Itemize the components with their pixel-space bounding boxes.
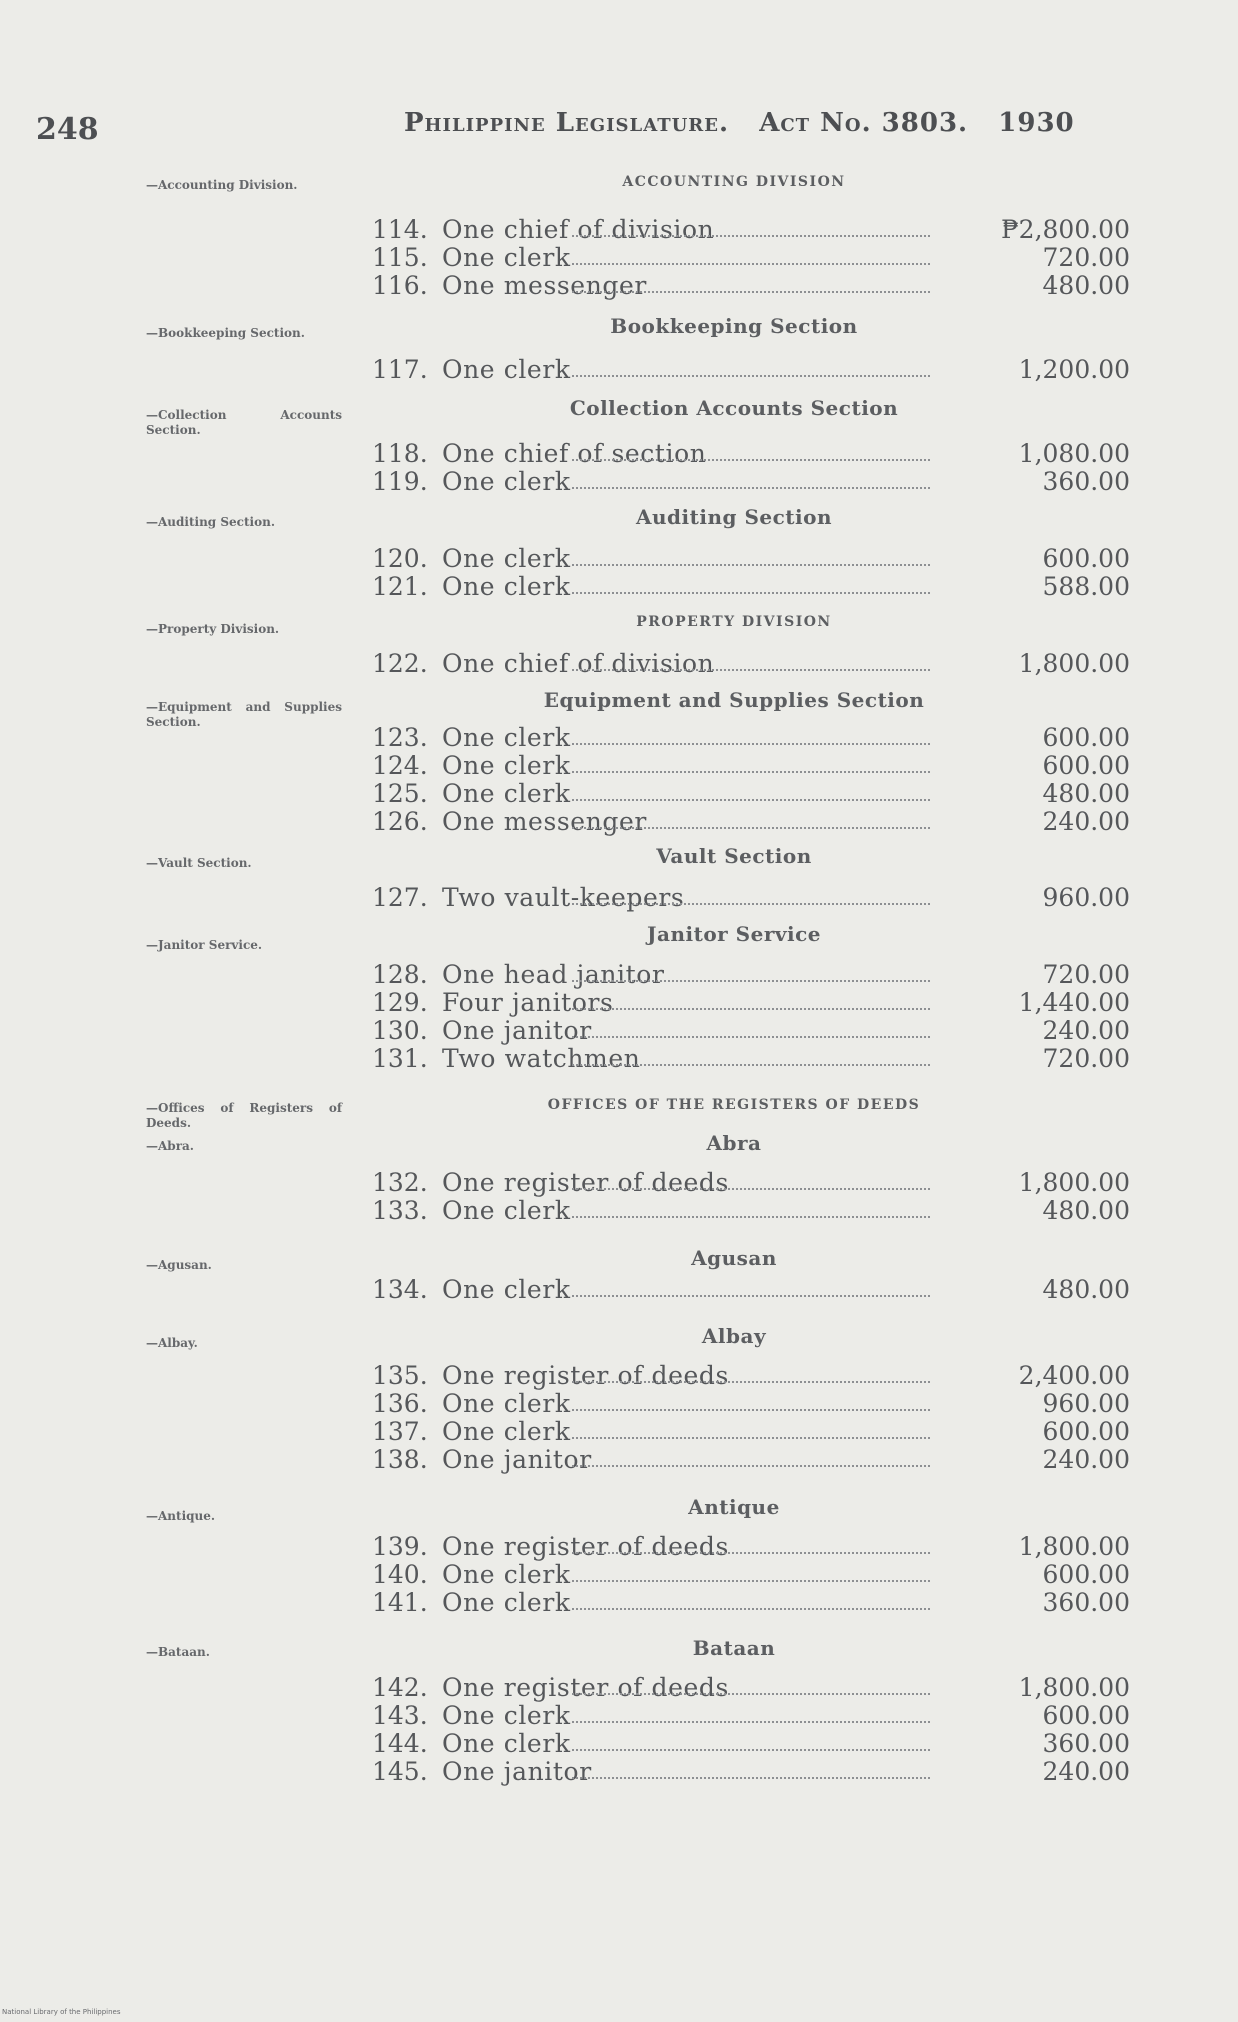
item-amount: 1,800.00 [1018, 1168, 1130, 1197]
leader-dots [572, 1749, 930, 1751]
item-number: 137. [372, 1417, 428, 1446]
item-amount: 720.00 [1042, 243, 1130, 272]
leader-dots [572, 1188, 930, 1190]
item-number: 123. [372, 723, 428, 752]
item-number: 128. [372, 960, 428, 989]
margin-note-abra: —Abra. [146, 1139, 194, 1153]
item-amount: 360.00 [1042, 467, 1130, 496]
heading-abra: Abra [706, 1131, 762, 1155]
item-number: 138. [372, 1445, 428, 1474]
item-number: 131. [372, 1044, 428, 1073]
heading-bataan: Bataan [692, 1636, 776, 1660]
item-number: 142. [372, 1673, 428, 1702]
heading-agusan: Agusan [691, 1246, 777, 1270]
item-amount: 480.00 [1042, 779, 1130, 808]
item-amount: ₱2,800.00 [1001, 215, 1130, 244]
item-description: One clerk [442, 723, 571, 752]
item-description: One clerk [442, 572, 571, 601]
item-description: One janitor [442, 1445, 592, 1474]
leader-dots [572, 1295, 930, 1297]
leader-dots [572, 1437, 930, 1439]
heading-antique: Antique [688, 1495, 780, 1519]
heading-registers-of-deeds: OFFICES OF THE REGISTERS OF DEEDS [547, 1097, 921, 1113]
heading-property-division: PROPERTY DIVISION [636, 614, 832, 630]
leader-dots [572, 827, 930, 829]
item-number: 121. [372, 572, 428, 601]
leader-dots [572, 1721, 930, 1723]
leader-dots [572, 459, 930, 461]
item-description: One clerk [442, 1701, 571, 1730]
item-amount: 720.00 [1042, 1044, 1130, 1073]
item-amount: 240.00 [1042, 1757, 1130, 1786]
leader-dots [572, 564, 930, 566]
item-amount: 240.00 [1042, 807, 1130, 836]
item-description: One register of deeds [442, 1673, 729, 1702]
running-head-title: Philippine Legislature. [404, 108, 730, 138]
item-number: 125. [372, 779, 428, 808]
line-item [372, 1446, 1130, 1474]
margin-note-agusan: —Agusan. [146, 1258, 212, 1272]
line-item [372, 1390, 1130, 1418]
item-description: One clerk [442, 1196, 571, 1225]
heading-albay: Albay [701, 1324, 767, 1348]
leader-dots [572, 1216, 930, 1218]
line-item [372, 1561, 1130, 1589]
line-item [372, 1674, 1130, 1702]
item-number: 116. [372, 271, 428, 300]
item-amount: 1,800.00 [1018, 649, 1130, 678]
line-item [372, 1730, 1130, 1758]
item-number: 119. [372, 467, 428, 496]
line-item [372, 724, 1130, 752]
leader-dots [572, 1693, 930, 1695]
leader-dots [572, 743, 930, 745]
item-description: One clerk [442, 1417, 571, 1446]
line-item [372, 440, 1130, 468]
heading-bookkeeping-section: Bookkeeping Section [610, 314, 858, 338]
item-amount: 1,200.00 [1018, 355, 1130, 384]
heading-vault-section: Vault Section [656, 844, 812, 868]
margin-note-bataan: —Bataan. [146, 1645, 210, 1659]
line-item [372, 272, 1130, 300]
item-number: 140. [372, 1560, 428, 1589]
line-item [372, 752, 1130, 780]
item-amount: 240.00 [1042, 1016, 1130, 1045]
item-description: One chief of division [442, 649, 715, 678]
leader-dots [572, 592, 930, 594]
line-item [372, 650, 1130, 678]
margin-note-registers-of-deeds: —Offices of Registers of Deeds. [146, 1101, 342, 1130]
heading-janitor-service: Janitor Service [647, 922, 821, 946]
leader-dots [572, 669, 930, 671]
item-description: One janitor [442, 1016, 592, 1045]
item-amount: 600.00 [1042, 723, 1130, 752]
running-head [404, 108, 1075, 138]
item-description: One head janitor [442, 960, 665, 989]
line-item [372, 573, 1130, 601]
item-description: One messenger [442, 807, 647, 836]
leader-dots [572, 1008, 930, 1010]
item-description: One chief of section [442, 439, 707, 468]
item-number: 134. [372, 1275, 428, 1304]
leader-dots [572, 1036, 930, 1038]
margin-note-vault-section: —Vault Section. [146, 856, 252, 870]
item-description: One register of deeds [442, 1168, 729, 1197]
margin-note-property-division: —Property Division. [146, 622, 280, 636]
item-number: 132. [372, 1168, 428, 1197]
leader-dots [572, 771, 930, 773]
margin-note-accounting-division: —Accounting Division. [146, 178, 298, 192]
item-number: 124. [372, 751, 428, 780]
item-amount: 480.00 [1042, 1196, 1130, 1225]
line-item [372, 1589, 1130, 1617]
item-number: 114. [372, 215, 428, 244]
line-item [372, 884, 1130, 912]
margin-note-auditing-section: —Auditing Section. [146, 515, 275, 529]
item-amount: 240.00 [1042, 1445, 1130, 1474]
item-number: 136. [372, 1389, 428, 1418]
line-item [372, 216, 1130, 244]
leader-dots [572, 1381, 930, 1383]
leader-dots [572, 1465, 930, 1467]
item-description: One chief of division [442, 215, 715, 244]
item-amount: 600.00 [1042, 1701, 1130, 1730]
running-head-year: 1930 [998, 108, 1075, 138]
line-item [372, 780, 1130, 808]
leader-dots [572, 291, 930, 293]
line-item [372, 468, 1130, 496]
heading-equipment-supplies-section: Equipment and Supplies Section [543, 688, 925, 712]
item-description: One clerk [442, 544, 571, 573]
item-description: One clerk [442, 779, 571, 808]
item-number: 120. [372, 544, 428, 573]
item-amount: 960.00 [1042, 1389, 1130, 1418]
item-description: One clerk [442, 1275, 571, 1304]
item-amount: 600.00 [1042, 1417, 1130, 1446]
line-item [372, 1702, 1130, 1730]
item-description: One clerk [442, 1729, 571, 1758]
leader-dots [572, 903, 930, 905]
margin-note-bookkeeping-section: —Bookkeeping Section. [146, 326, 305, 340]
leader-dots [572, 1608, 930, 1610]
leader-dots [572, 1552, 930, 1554]
heading-auditing-section: Auditing Section [635, 505, 833, 529]
item-number: 139. [372, 1532, 428, 1561]
item-number: 127. [372, 883, 428, 912]
leader-dots [572, 1064, 930, 1066]
leader-dots [572, 375, 930, 377]
item-description: One clerk [442, 1560, 571, 1589]
item-description: One clerk [442, 751, 571, 780]
item-description: One clerk [442, 243, 571, 272]
item-number: 143. [372, 1701, 428, 1730]
item-description: One clerk [442, 1588, 571, 1617]
item-description: One clerk [442, 1389, 571, 1418]
item-number: 135. [372, 1361, 428, 1390]
item-amount: 1,080.00 [1018, 439, 1130, 468]
item-amount: 1,440.00 [1018, 988, 1130, 1017]
item-description: Four janitors [442, 988, 614, 1017]
heading-accounting-division: ACCOUNTING DIVISION [622, 174, 846, 190]
line-item [372, 989, 1130, 1017]
item-description: One janitor [442, 1757, 592, 1786]
item-description: One register of deeds [442, 1532, 729, 1561]
item-number: 130. [372, 1016, 428, 1045]
line-item [372, 1362, 1130, 1390]
item-amount: 1,800.00 [1018, 1673, 1130, 1702]
item-amount: 720.00 [1042, 960, 1130, 989]
item-number: 129. [372, 988, 428, 1017]
leader-dots [572, 1409, 930, 1411]
item-description: One clerk [442, 355, 571, 384]
item-number: 118. [372, 439, 428, 468]
page-number: 248 [36, 112, 99, 147]
running-head-act: Act No. 3803. [759, 108, 969, 138]
margin-note-janitor-service: —Janitor Service. [146, 938, 263, 952]
item-amount: 480.00 [1042, 271, 1130, 300]
line-item [372, 1758, 1130, 1786]
item-number: 145. [372, 1757, 428, 1786]
line-item [372, 356, 1130, 384]
item-number: 115. [372, 243, 428, 272]
item-description: One clerk [442, 467, 571, 496]
item-amount: 960.00 [1042, 883, 1130, 912]
line-item [372, 1197, 1130, 1225]
line-item [372, 244, 1130, 272]
item-amount: 1,800.00 [1018, 1532, 1130, 1561]
item-amount: 600.00 [1042, 751, 1130, 780]
margin-note-equipment-supplies-section: —Equipment and Supplies Section. [146, 700, 342, 729]
item-description: One messenger [442, 271, 647, 300]
item-number: 126. [372, 807, 428, 836]
leader-dots [572, 799, 930, 801]
item-amount: 480.00 [1042, 1275, 1130, 1304]
item-amount: 600.00 [1042, 544, 1130, 573]
item-amount: 600.00 [1042, 1560, 1130, 1589]
line-item [372, 1418, 1130, 1446]
scan-source-footer: National Library of the Philippines [2, 2008, 121, 2016]
margin-note-collection-accounts-section: —Collection Accounts Section. [146, 408, 342, 437]
leader-dots [572, 235, 930, 237]
line-item [372, 545, 1130, 573]
line-item [372, 1169, 1130, 1197]
line-item [372, 1045, 1130, 1073]
line-item [372, 1017, 1130, 1045]
line-item [372, 1276, 1130, 1304]
line-item [372, 1533, 1130, 1561]
item-amount: 360.00 [1042, 1588, 1130, 1617]
item-description: One register of deeds [442, 1361, 729, 1390]
margin-note-albay: —Albay. [146, 1336, 198, 1350]
item-amount: 360.00 [1042, 1729, 1130, 1758]
item-number: 122. [372, 649, 428, 678]
item-number: 144. [372, 1729, 428, 1758]
item-amount: 588.00 [1042, 572, 1130, 601]
item-number: 133. [372, 1196, 428, 1225]
item-description: Two watchmen [442, 1044, 641, 1073]
line-item [372, 961, 1130, 989]
margin-note-antique: —Antique. [146, 1509, 216, 1523]
item-description: Two vault-keepers [442, 883, 685, 912]
leader-dots [572, 1580, 930, 1582]
line-item [372, 808, 1130, 836]
leader-dots [572, 1777, 930, 1779]
leader-dots [572, 980, 930, 982]
leader-dots [572, 487, 930, 489]
leader-dots [572, 263, 930, 265]
item-amount: 2,400.00 [1018, 1361, 1130, 1390]
item-number: 141. [372, 1588, 428, 1617]
heading-collection-accounts-section: Collection Accounts Section [569, 396, 899, 420]
item-number: 117. [372, 355, 428, 384]
